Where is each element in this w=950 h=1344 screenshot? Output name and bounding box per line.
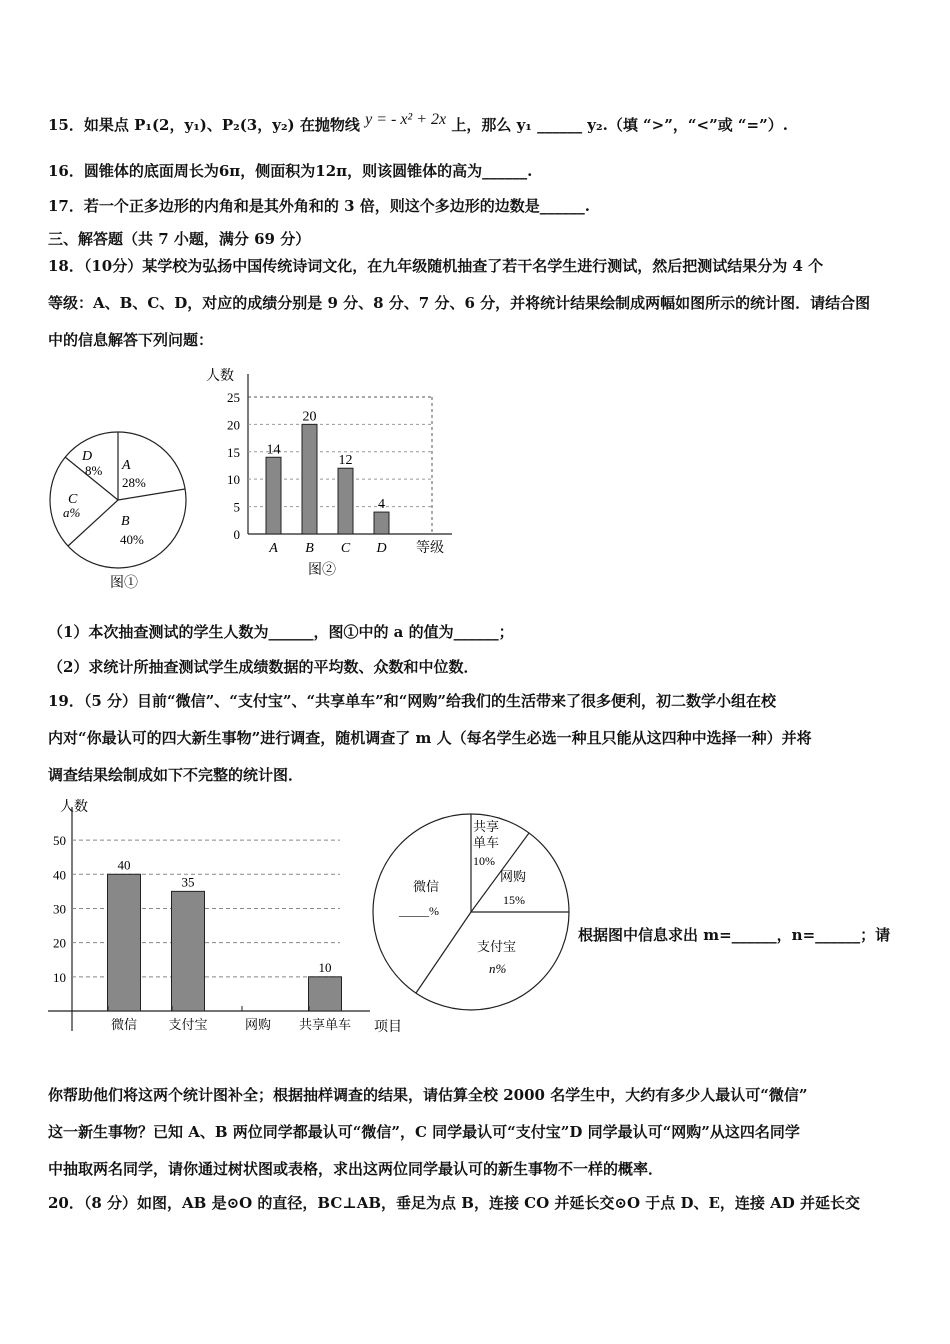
q18-sub-2: （2）求统计所抽查测试学生成绩数据的平均数、众数和中位数． [48,658,479,676]
bar1-value-C: 12 [338,453,353,469]
bar2-bar-3 [309,977,342,1011]
bar2-ylabel: 人数 [60,800,88,815]
q15-suffix: 上，那么 y₁ ______ y₂.（填 “>”，“<”或 “=”）. [451,116,788,134]
q18-bar-chart [200,362,470,580]
q19-pie-chart [365,805,580,1020]
pie1-value-C: a% [63,505,81,520]
bar1-category-B: B [305,541,314,556]
pie2-value-share: 10% [473,854,495,868]
q19-answer-line: 根据图中信息求出 m=______，n=______；请 [578,926,891,944]
pie2-label-online: 网购 [500,869,527,884]
bar1-bar-B [302,424,317,534]
bar1-ylabel: 人数 [206,369,234,384]
q18-line-1: 18．（10分）某学校为弘扬中国传统诗词文化，在九年级随机抽查了若干名学生进行测试，然后把测试结果分为 4 个 [48,257,824,275]
bar1-ytick-20: 20 [227,417,240,433]
q18-sub-1: （1）本次抽查测试的学生人数为______，图①中的 a 的值为______； [48,623,514,641]
pie2-label-share: 共享单车 [473,819,500,850]
bar2-category-3: 共享单车 [298,1017,352,1032]
bar2-category-2: 网购 [244,1017,272,1032]
bar1-ytick-0: 0 [233,527,240,542]
question-20: 20．（8 分）如图，AB 是⊙O 的直径，BC⊥AB，垂足为点 B，连接 CO 并延长交⊙O 于点 D、E，连接 AD 并延长交 [48,1194,861,1212]
bar2-value-3: 10 [318,959,332,975]
bar2-ytick-30: 30 [53,901,66,917]
bar1-category-A: A [269,541,278,556]
q15-formula: y = - x² + 2x [365,111,447,128]
bar2-value-0: 40 [117,857,131,873]
bar2-value-1: 35 [181,874,195,890]
pie2-label-alipay: 支付宝 [477,939,517,954]
bar2-ytick-10: 10 [53,969,66,985]
q18-line-2: 等级：A、B、C、D，对应的成绩分别是 9 分、8 分、7 分、6 分，并将统计结果绘制成两幅如图所示的统计图．请结合图 [48,294,871,312]
pie1-value-A: 28% [122,475,146,490]
q19-line-1: 19．（5 分）目前“微信”、“支付宝”、“共享单车”和“网购”给我们的生活带来了很多便利，初二数学小组在校 [48,692,777,710]
bar1-xlabel: 等级 [416,541,444,556]
bar1-value-D: 4 [378,497,385,513]
pie1-label-B: B [121,514,130,529]
pie1-value-B: 40% [120,532,144,547]
bar1-caption: 图② [308,563,336,578]
pie2-value-online: 15% [503,893,525,907]
q19-line-3: 调查结果绘制成如下不完整的统计图． [48,766,304,784]
q15-prefix: 15．如果点 P₁(2，y₁)、P₂(3，y₂) 在抛物线 [48,116,360,134]
pie2-value-alipay: n% [489,961,507,976]
bar1-bar-A [266,457,281,534]
bar1-category-D: D [376,541,387,556]
question-17: 17．若一个正多边形的内角和是其外角和的 3 倍，则这个多边形的边数是______. [48,197,590,215]
section-3-heading: 三、解答题（共 7 小题，满分 69 分） [48,230,311,248]
q18-pie-chart [40,415,200,595]
question-15 [48,111,788,136]
pie1-caption: 图① [110,576,138,591]
pie2-value-wechat: _____% [399,904,439,918]
pie1-value-D: 8% [85,463,103,478]
pie2-label-wechat: 微信 [413,879,440,894]
bar1-value-A: 14 [266,442,281,458]
q19-line-4: 你帮助他们将这两个统计图补全；根据抽样调查的结果，请估算全校 2000 名学生中，大约有多少人最认可“微信” [48,1086,808,1104]
bar2-xlabel: 项目 [374,1020,402,1035]
q19-line-5: 这一新生事物？已知 A、B 两位同学都最认可“微信”，C 同学最认可“支付宝”D 同学最认可“网购”从这四名同学 [48,1123,800,1141]
bar1-category-C: C [340,541,351,556]
pie1-edge-2 [118,489,185,500]
bar1-bar-D [374,512,389,534]
bar2-category-1: 支付宝 [168,1017,208,1032]
pie1-label-C: C [68,492,78,507]
bar1-ytick-25: 25 [227,389,240,405]
pie1-label-A: A [122,458,131,473]
bar2-bar-1 [172,891,205,1011]
pie2-edge-4 [416,912,471,993]
bar1-ytick-15: 15 [227,444,240,460]
q19-line-2: 内对“你最认可的四大新生事物”进行调查，随机调查了 m 人（每名学生必选一种且只能从这四种中选择一种）并将 [48,729,812,747]
question-16: 16．圆锥体的底面周长为6π，侧面积为12π，则该圆锥体的高为______. [48,162,533,180]
bar1-ytick-10: 10 [227,472,240,488]
bar2-ytick-40: 40 [53,867,66,883]
bar2-ytick-20: 20 [53,935,66,951]
q19-line-6: 中抽取两名同学，请你通过树状图或表格，求出这两位同学最认可的新生事物不一样的概率． [48,1160,664,1178]
pie1-label-D: D [82,449,93,464]
q19-bar-chart [40,795,420,1045]
bar2-bar-0 [108,874,141,1011]
q18-line-3: 中的信息解答下列问题： [48,331,214,349]
bar1-value-B: 20 [302,409,317,425]
bar1-bar-C [338,468,353,534]
bar2-ytick-50: 50 [53,833,66,849]
bar1-ytick-5: 5 [233,499,240,515]
bar2-category-0: 微信 [110,1017,138,1032]
